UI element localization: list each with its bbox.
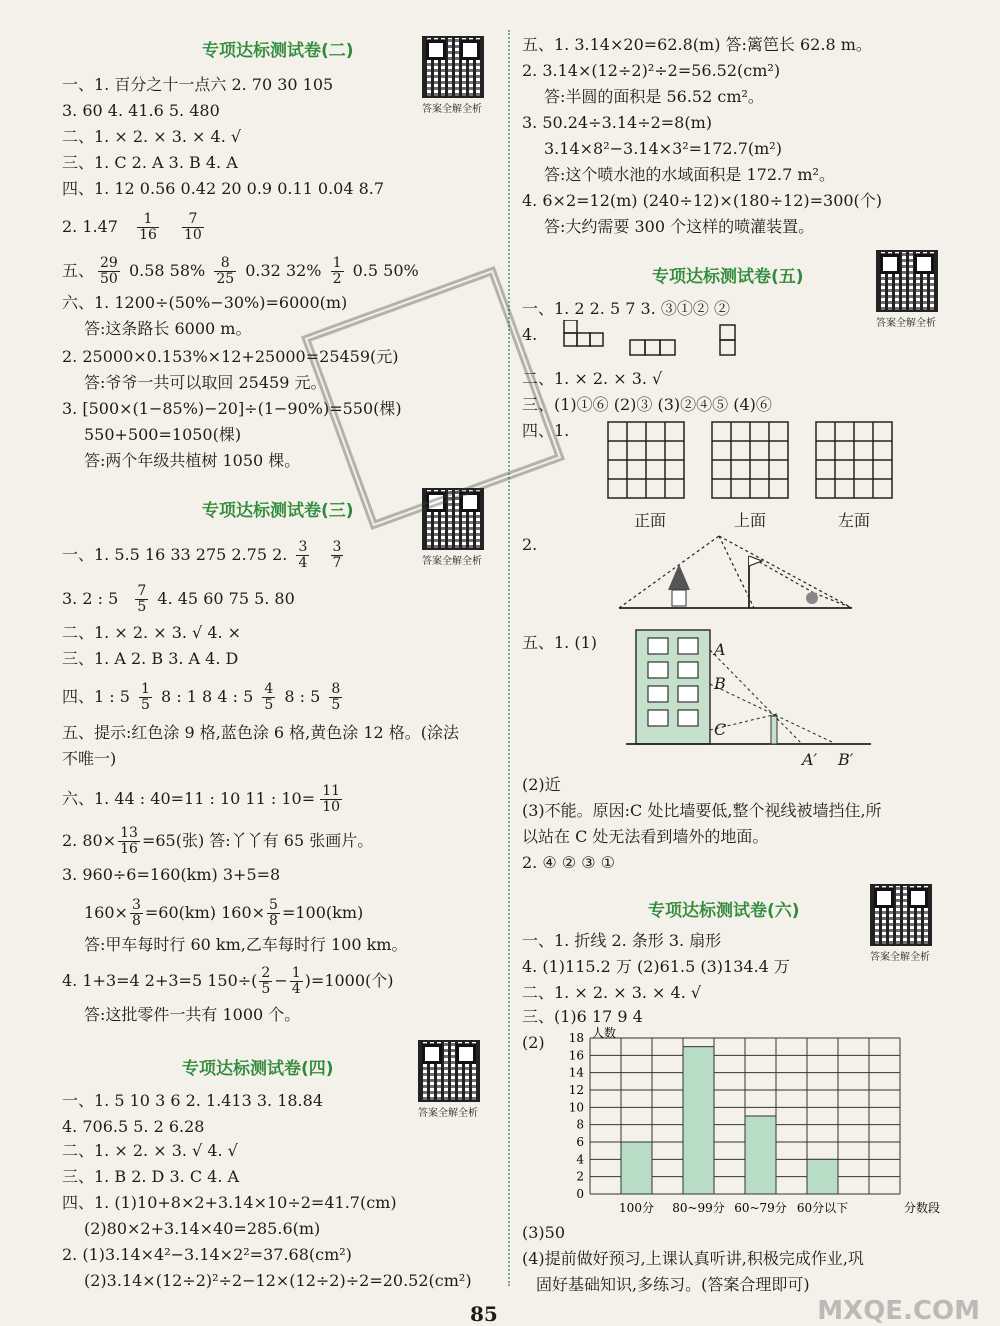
qr-caption: 答案全解全析: [422, 104, 482, 115]
y-tick-label: 12: [568, 1083, 584, 1097]
s3-line-12: 答:甲车每时行 60 km,乙车每时行 100 km。: [84, 935, 408, 954]
s2-line-1: 一、1. 百分之十一点六 2. 70 30 105: [62, 75, 334, 94]
s2-line-6: 2. 1.47 $\frac{1}{16}$ $\frac{7}{10}$: [62, 211, 202, 243]
s5-line-8: (2)近: [522, 775, 561, 794]
fraction: $\frac{8}{25}$: [216, 255, 235, 287]
fraction: $\frac{3}{7}$: [332, 539, 342, 571]
s3-line-13: 4. 1+3=4 2+3=5 150÷( $\frac{2}{5}$ − $\frac{1}{4}$ )=1000(个): [62, 965, 394, 997]
s5-line-3: 二、1. × 2. × 3. √: [522, 369, 663, 388]
view-label-left: 左面: [838, 511, 871, 530]
sightline-diagram: [614, 528, 854, 614]
x-tick-label: 100分: [619, 1201, 654, 1215]
section-title-6: 专项达标测试卷(六): [648, 901, 800, 921]
qr-code-4: 答案全解全析: [418, 1040, 480, 1119]
s5-line-11: 2. ④ ② ③ ①: [522, 853, 615, 872]
r1-line-6: 答:这个喷水池的水域面积是 172.7 m²。: [544, 165, 835, 184]
y-tick-label: 14: [568, 1065, 584, 1080]
s5-line-5: 四、1.: [522, 421, 570, 440]
s2-line-4: 三、1. C 2. A 3. B 4. A: [62, 153, 238, 172]
point-A-prime: A′: [802, 750, 818, 769]
s3-line-11: 160× $\frac{3}{8}$ =60(km) 160× $\frac{5}{8}$ =100(km): [84, 897, 364, 929]
bar: [807, 1159, 838, 1194]
s6-line-3: 二、1. × 2. × 3. × 4. √: [522, 983, 702, 1002]
s4-line-8: (2)3.14×(12÷2)²÷2−12×(12÷2)÷2=20.52(cm²): [84, 1271, 472, 1290]
s4-line-2: 4. 706.5 5. 2 6.28: [62, 1117, 205, 1136]
y-tick-label: 18: [568, 1031, 584, 1045]
three-views-grids: [606, 420, 906, 504]
y-tick-label: 0: [576, 1187, 584, 1201]
s2-line-10: 2. 25000×0.153%×12+25000=25459(元): [62, 347, 399, 366]
y-tick-label: 8: [576, 1117, 584, 1132]
bar: [621, 1142, 652, 1194]
qr-code-icon: [422, 36, 484, 98]
y-tick-label: 4: [576, 1152, 584, 1167]
qr-code-6: 答案全解全析: [870, 884, 932, 963]
s3-line-9: 2. 80× $\frac{13}{16}$ =65(张) 答:丫丫有 65 张画片。: [62, 825, 374, 857]
cube-view-shapes: [552, 320, 752, 360]
qr-code-icon: [876, 250, 938, 312]
bar: [683, 1047, 714, 1194]
r1-line-8: 答:大约需要 300 个这样的喷灌装置。: [544, 217, 815, 236]
s2-line-3: 二、1. × 2. × 3. × 4. √: [62, 127, 242, 146]
s5-line-9: (3)不能。原因:C 处比墙要低,整个视线被墙挡住,所: [522, 801, 882, 820]
s4-line-3: 二、1. × 2. × 3. √ 4. √: [62, 1141, 238, 1160]
fraction: $\frac{2}{5}$: [261, 965, 271, 997]
s3-line-7: 不唯一): [62, 749, 117, 768]
s4-line-1: 一、1. 5 10 3 6 2. 1.413 3. 18.84: [62, 1091, 323, 1110]
qr-code-5: 答案全解全析: [876, 250, 938, 329]
fraction: $\frac{13}{16}$: [120, 825, 138, 857]
s2-line-5: 四、1. 12 0.56 0.42 20 0.9 0.11 0.04 8.7: [62, 179, 385, 198]
right-column: [522, 0, 962, 1326]
s3-line-4: 三、1. A 2. B 3. A 4. D: [62, 649, 239, 668]
s4-line-5: 四、1. (1)10+8×2+3.14×10÷2=41.7(cm): [62, 1193, 397, 1212]
s5-line-10: 以站在 C 处无法看到墙外的地面。: [522, 827, 769, 846]
s2-line-8: 六、1. 1200÷(50%−30%)=6000(m): [62, 293, 348, 312]
r1-line-5: 3.14×8²−3.14×3²=172.7(m²): [544, 139, 782, 158]
fraction: $\frac{1}{4}$: [291, 965, 301, 997]
view-label-top: 上面: [734, 511, 767, 530]
left-column: [62, 0, 498, 1326]
s5-line-2: 4.: [522, 325, 538, 344]
r1-line-7: 4. 6×2=12(m) (240÷12)×(180÷12)=300(个): [522, 191, 883, 210]
s3-line-14: 答:这批零件一共有 1000 个。: [84, 1005, 301, 1024]
s4-line-7: 2. (1)3.14×4²−3.14×2²=37.68(cm²): [62, 1245, 352, 1264]
y-tick-label: 6: [576, 1135, 584, 1149]
s2-line-2: 3. 60 4. 41.6 5. 480: [62, 101, 220, 120]
s6-line-6: (3)50: [522, 1223, 566, 1242]
page-number: 85: [470, 1302, 498, 1326]
s4-line-4: 三、1. B 2. D 3. C 4. A: [62, 1167, 240, 1186]
s2-line-11: 答:爷爷一共可以取回 25459 元。: [84, 373, 327, 392]
qr-code-icon: [870, 884, 932, 946]
bar: [745, 1116, 776, 1194]
s3-line-8: 六、1. 44 : 40=11 : 10 11 : 10= $\frac{11}{10}$: [62, 783, 341, 815]
x-tick-label: 80~99分: [672, 1201, 725, 1215]
section-title-4: 专项达标测试卷(四): [182, 1059, 334, 1079]
s5-line-6: 2.: [522, 535, 538, 554]
s2-line-7: 五、 $\frac{29}{50}$ 0.58 58% $\frac{8}{25}$ 0.32 32% $\frac{1}{2}$ 0.5 50%: [62, 255, 419, 287]
s6-line-2: 4. (1)115.2 万 (2)61.5 (3)134.4 万: [522, 957, 790, 976]
point-B: B: [714, 674, 726, 693]
s3-line-2: 3. 2 : 5 $\frac{7}{5}$ 4. 45 60 75 5. 80: [62, 583, 295, 615]
r1-line-4: 3. 50.24÷3.14÷2=8(m): [522, 113, 713, 132]
x-tick-label: 60~79分: [734, 1201, 787, 1215]
fraction: $\frac{3}{8}$: [131, 897, 141, 929]
s3-line-5: 四、1 : 5 $\frac{1}{5}$ 8 : 1 8 4 : 5 $\frac{4}{5}$ 8 : 5 $\frac{8}{5}$: [62, 681, 341, 713]
r1-line-2: 2. 3.14×(12÷2)²÷2=56.52(cm²): [522, 61, 781, 80]
section-title-2: 专项达标测试卷(二): [202, 41, 354, 61]
section-title-3: 专项达标测试卷(三): [202, 501, 354, 521]
s3-line-6: 五、提示:红色涂 9 格,蓝色涂 6 格,黄色涂 12 格。(涂法: [62, 723, 460, 742]
fraction: $\frac{11}{10}$: [322, 783, 341, 815]
fraction: $\frac{4}{5}$: [264, 681, 274, 713]
s6-line-7: (4)提前做好预习,上课认真听讲,积极完成作业,巩: [522, 1249, 864, 1268]
s6-line-8: 固好基础知识,多练习。(答案合理即可): [536, 1275, 810, 1294]
fraction: $\frac{7}{10}$: [184, 211, 202, 243]
x-tick-label: 60分以下: [796, 1201, 849, 1215]
fraction: $\frac{1}{2}$: [332, 255, 342, 287]
score-bar-chart: [552, 1026, 972, 1226]
s2-line-14: 答:两个年级共植树 1050 棵。: [84, 451, 301, 470]
s6-line-5: (2): [522, 1033, 545, 1052]
s5-line-7: 五、1. (1): [522, 633, 598, 652]
building-sightline-diagram: [626, 626, 876, 750]
fraction: $\frac{29}{50}$: [100, 255, 118, 287]
s5-line-1: 一、1. 2 2. 5 7 3. ③①② ②: [522, 299, 730, 318]
view-label-front: 正面: [634, 511, 667, 530]
y-axis-label: 人数: [592, 1026, 617, 1040]
fraction: $\frac{1}{5}$: [141, 681, 150, 713]
y-tick-label: 10: [568, 1100, 584, 1115]
point-B-prime: B′: [838, 750, 854, 769]
s6-line-1: 一、1. 折线 2. 条形 3. 扇形: [522, 931, 722, 950]
fraction: $\frac{8}{5}$: [331, 681, 341, 713]
qr-code-3: 答案全解全析: [422, 488, 484, 567]
fraction: $\frac{7}{5}$: [137, 583, 147, 615]
fraction: $\frac{3}{4}$: [298, 539, 308, 571]
s3-line-1: 一、1. 5.5 16 33 275 2.75 2. $\frac{3}{4}$ $\frac{3}{7}$: [62, 539, 342, 571]
point-C: C: [714, 720, 727, 739]
s5-line-4: 三、(1)①⑥ (2)③ (3)②④⑤ (4)⑥: [522, 395, 772, 414]
s2-line-13: 550+500=1050(棵): [84, 425, 242, 444]
qr-code-icon: [418, 1040, 480, 1102]
s6-line-4: 三、(1)6 17 9 4: [522, 1007, 643, 1026]
fraction: $\frac{5}{8}$: [269, 897, 278, 929]
s2-line-9: 答:这条路长 6000 m。: [84, 319, 252, 338]
column-divider: [508, 30, 510, 1286]
r1-line-1: 五、1. 3.14×20=62.8(m) 答:篱笆长 62.8 m。: [522, 35, 872, 54]
x-axis-label: 分数段: [904, 1201, 941, 1215]
s2-line-12: 3. [500×(1−85%)−20]÷(1−90%)=550(棵): [62, 399, 402, 418]
s3-line-10: 3. 960÷6=160(km) 3+5=8: [62, 865, 281, 884]
s3-line-3: 二、1. × 2. × 3. √ 4. ×: [62, 623, 242, 642]
point-A: A: [714, 640, 726, 659]
y-tick-label: 2: [576, 1169, 584, 1184]
qr-code-2: [422, 36, 484, 115]
watermark: MXQE.COM: [817, 1296, 980, 1326]
tree-icon: [668, 564, 690, 606]
section-title-5: 专项达标测试卷(五): [652, 267, 804, 287]
s4-line-6: (2)80×2+3.14×40=285.6(m): [84, 1219, 321, 1238]
fraction: $\frac{1}{16}$: [139, 211, 157, 243]
r1-line-3: 答:半圆的面积是 56.52 cm²。: [544, 87, 764, 106]
y-tick-label: 16: [568, 1048, 584, 1063]
